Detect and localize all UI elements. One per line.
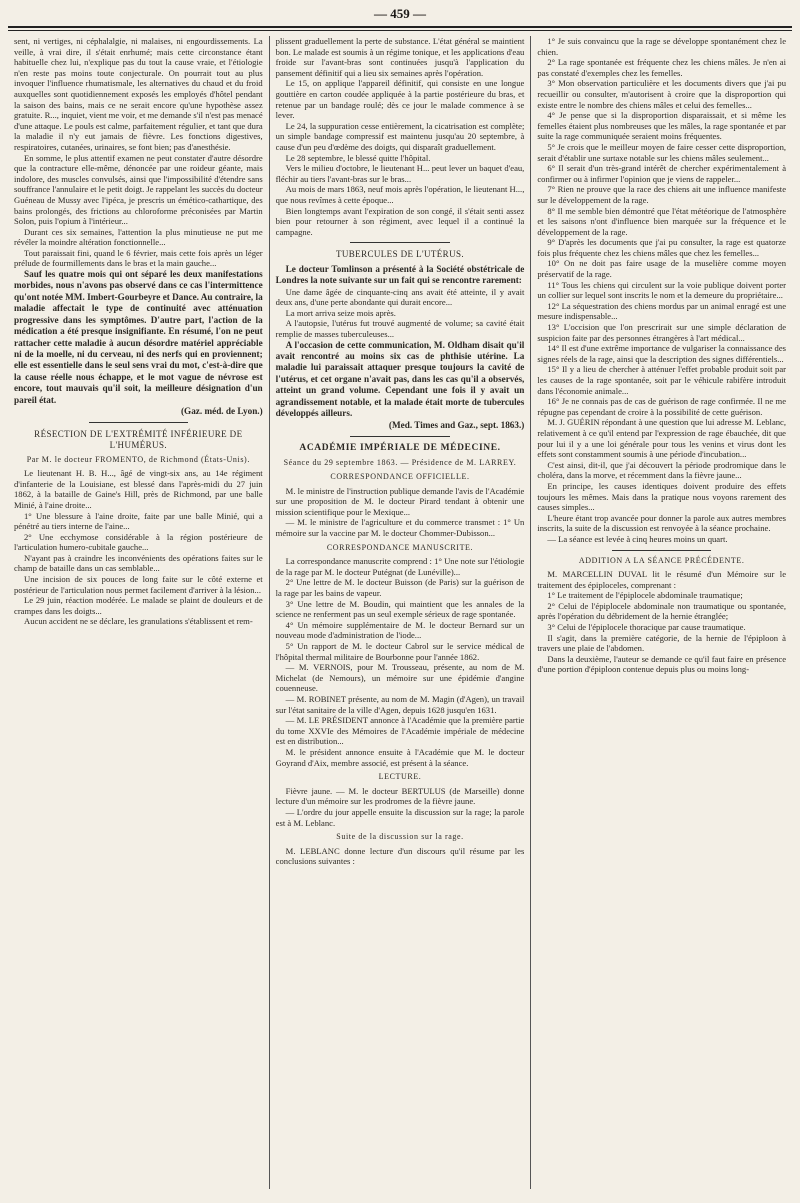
paragraph: La correspondance manuscrite comprend : 1° Une note sur l'étiologie de la rage par M. le docteur Putégnat (de Lunéville)... <box>275 556 525 577</box>
column-1 <box>8 36 269 1189</box>
section-title-tubercules: TUBERCULES DE L'UTÉRUS. <box>335 249 465 260</box>
section-divider <box>350 436 449 437</box>
paragraph: 2° Celui de l'épiplocele abdominale non traumatique ou spontanée, après l'opération du débridement de la hernie étranglée; <box>537 600 787 622</box>
source-citation: (Gaz. méd. de Lyon.) <box>181 405 263 416</box>
column-3 <box>530 36 792 1189</box>
paragraph: 10° On ne doit pas faire usage de la muselière comme moyen préservatif de la rage. <box>537 258 787 280</box>
paragraph: 5° Un rapport de M. le docteur Cabrol sur le service médical de l'hôpital thermal militaire de Bourbonne pour l'année 1862. <box>275 641 525 662</box>
paragraph: En principe, les causes identiques doivent produire des effets toujours les mêmes. Mais dans la pratique nous voyons rarement des causes simples... <box>537 480 787 513</box>
paragraph: Le 29 juin, réaction modérée. Le malade se plaint de douleurs et de crampes dans les doigts... <box>14 595 263 616</box>
paragraph: 16° Je ne connais pas de cas de guérison de rage confirmée. Il ne me répugne pas cependant de croire à la possibilité de cette guérison. <box>537 396 787 417</box>
paragraph: 5° Je crois que le meilleur moyen de faire cesser cette disproportion, serait d'établir une surtaxe notable sur les chiens mâles seulement... <box>537 141 787 163</box>
paragraph: sent, ni vertiges, ni céphalalgie, ni malaises, ni engourdissements. La veille, à vrai dire, il s'était enrhumé; mais cette circonstance étant habituelle chez lui, n'explique pas du tout la cause vraie, et l'étiologie n'en reste pas moins toute conjecturale. On pourrait tout au plus invoquer l'influence rhumatismale, les alternatives du chaud et du froid auxquelles sont quotidiennement exposés les employés d'hôtel pendant la saison des bains, mais ce ne serait encore qu'une hypothèse assez gratuite. R..., inquiet, vient me voir, et me demande s'il n'est pas menacé d'une attaque. Le pouls est calme, parfaitement régulier, et tant que dura la maladie il n'y eut jamais de fièvre. Les fonctions digestives, respiratoires, cutanées, urinaires, se font bien; pas d'anesthésie. <box>14 36 263 152</box>
columns <box>8 36 792 1189</box>
paragraph: 4° Je pense que si la disproportion disparaissait, et si même les femelles étaient plus nombreuses que les mâles, la rage spontanée et par suite la rage communiquée seraient moins fréquentes. <box>537 110 787 142</box>
paragraph: Le 28 septembre, le blessé quitte l'hôpital. <box>285 152 431 163</box>
column-2 <box>269 36 531 1189</box>
paragraph: 7° Rien ne prouve que la race des chiens ait une influence manifeste sur le développement de la rage. <box>537 184 787 205</box>
subhead-correspondance-manuscrite: CORRESPONDANCE MANUSCRITE. <box>326 542 474 552</box>
header-rule-thick <box>8 26 792 28</box>
lead-paragraph-2: A l'occasion de cette communication, M. Oldham disait qu'il avait rencontré au moins six cas de phthisie utérine. La maladie lui paraissait attaquer presque toujours la cavité de l'utérus, et cet organe n'avait pas, dans les cas qu'il a observés, atteint un grand volume. Cependant une fois il y avait un agrandissement notable, et la malade était morte de tubercules développés ailleurs. <box>275 339 525 419</box>
header-rule-thin <box>8 30 792 31</box>
paragraph: 15° Il y a lieu de chercher à atténuer l'effet probable produit soit par les causes de la rage spontanée, soit par le véhicule rabifère introduit dans l'économie animale... <box>537 364 787 396</box>
paragraph: 11° Tous les chiens qui circulent sur la voie publique doivent porter un collier sur lequel sont inscrits le nom et la demeure du propriétaire... <box>537 279 787 301</box>
paragraph: Le lieutenant H. B. H..., âgé de vingt-six ans, au 14e régiment d'infanterie de la Louisiane, est blessé dans l'après-midi du 27 juin 1862, à la bataille de Gaine's Hill, près de Richmond, par une balle Minié, à l'aine droite... <box>14 468 263 510</box>
paragraph: 4° Un mémoire supplémentaire de M. le docteur Bernard sur un nouveau mode d'administration de l'iode... <box>275 619 525 641</box>
paragraph: Le 24, la suppuration cesse entièrement, la cicatrisation est complète; un simple bandage compressif est maintenu jusqu'au 20 septembre, à cause d'un peu d'œdème des doigts, qui disparaît graduellement. <box>275 120 525 152</box>
paragraph: Bien longtemps avant l'expiration de son congé, il s'était senti assez bien pour retourner à son régiment, avec lequel il a continué la campagne. <box>275 205 525 237</box>
paragraph: 2° Une ecchymose considérable à la région postérieure de l'articulation humero-cubitale gauche... <box>14 531 263 553</box>
paragraph: 12° La séquestration des chiens mordus par un animal enragé est une mesure indispensable... <box>537 300 787 322</box>
paragraph: M. le président annonce ensuite à l'Académie que M. le docteur Goyrand d'Aix, membre associé, est présent à la séance. <box>275 746 525 768</box>
paragraph: M. J. GUÉRIN répondant à une question que lui adresse M. Leblanc, relativement à ce qu'il entend par l'expression de rage ébauchée, dit que pour lui il y a une loi générale pour tous les venins et virus dont les effets sont constamment soumis à une période d'incubation... <box>537 417 787 460</box>
subhead-lecture: LECTURE. <box>378 772 422 782</box>
paragraph: M. LEBLANC donne lecture d'un discours qu'il résume par les conclusions suivantes : <box>275 845 525 867</box>
paragraph: 2° La rage spontanée est fréquente chez les chiens mâles. Je n'en ai pas constaté d'exemples chez les femelles. <box>537 57 787 78</box>
paragraph: 1° Le traitement de l'épiplocele abdominale traumatique; <box>547 590 743 601</box>
newspaper-page <box>8 6 792 1189</box>
paragraph: Une dame âgée de cinquante-cinq ans avait été atteinte, il y avait deux ans, d'une perte abondante qui durait encore... <box>275 286 525 308</box>
paragraph: — M. le ministre de l'agriculture et du commerce transmet : 1° Un mémoire sur la vaccine par M. le docteur Chommer-Dubisson... <box>275 517 525 539</box>
source-citation: (Med. Times and Gaz., sept. 1863.) <box>388 419 525 430</box>
paragraph: 13° L'occision que l'on prescrirait sur une simple déclaration de suspicion faite par des personnes étrangères à l'art médical... <box>537 322 787 343</box>
paragraph: L'heure étant trop avancée pour donner la parole aux autres membres inscrits, la suite de la discussion est renvoyée à la séance prochaine. <box>537 512 787 534</box>
paragraph: Dans la deuxième, l'auteur se demande ce qu'il faut faire en présence d'une portion d'épiploon contenue depuis plus ou moins long- <box>537 653 787 675</box>
section-divider <box>350 242 449 243</box>
paragraph: — M. ROBINET présente, au nom de M. Magin (d'Agen), un travail sur l'état sanitaire de la ville d'Agen, depuis 1628 jusqu'en 1631. <box>275 693 525 715</box>
paragraph: Une incision de six pouces de long faite sur le côté externe et postérieur de l'articulation nous permet facilement d'arriver à la lésion... <box>14 574 263 595</box>
session-line: Séance du 29 septembre 1863. — Présidence de M. LARREY. <box>283 457 517 467</box>
paragraph: 8° Il me semble bien démontré que l'état météorique de l'atmosphère et les saisons n'ont d'influence bien marquée sur la fréquence et le développement de la rage. <box>537 205 787 237</box>
paragraph: Fièvre jaune. — M. le docteur BERTULUS (de Marseille) donne lecture d'un mémoire sur les prodromes de la fièvre jaune. <box>275 785 525 807</box>
paragraph: 14° Il est d'une extrême importance de vulgariser la connaissance des signes réels de la rage, ainsi que la description des signes différentiels... <box>537 343 787 364</box>
paragraph: Au mois de mars 1863, neuf mois après l'opération, le lieutenant H..., que nous revîmes à cette époque... <box>275 184 525 205</box>
subhead-addition: ADDITION A LA SÉANCE PRÉCÉDENTE. <box>578 555 745 565</box>
subhead-correspondance-officielle: CORRESPONDANCE OFFICIELLE. <box>330 472 470 482</box>
paragraph: La mort arriva seize mois après. <box>285 307 396 318</box>
section-divider <box>612 550 711 551</box>
paragraph: 9° D'après les documents que j'ai pu consulter, la rage est quatorze fois plus fréquente chez les chiens mâles que chez les femelles... <box>537 237 787 258</box>
paragraph: 2° Une lettre de M. le docteur Buisson (de Paris) sur la guérison de la rage par les bains de vapeur. <box>275 577 525 599</box>
paragraph: Durant ces six semaines, l'attention la plus minutieuse ne put me révéler la moindre altération fonctionnelle... <box>14 226 263 248</box>
paragraph: M. le ministre de l'instruction publique demande l'avis de l'Académie sur une proposition de M. le docteur Pirard tendant à obtenir une mission scientifique pour le Mexique... <box>275 485 525 517</box>
paragraph: 6° Il serait d'un très-grand intérêt de chercher expérimentalement à confirmer ou à infirmer l'opinion que je viens de rappeler... <box>537 163 787 184</box>
paragraph: — La séance est levée à cinq heures moins un quart. <box>547 533 728 544</box>
byline: Par M. le docteur FROMENTO, de Richmond (États-Unis). <box>26 454 250 464</box>
section-divider <box>89 422 188 423</box>
paragraph: 3° Celui de l'épiplocele thoracique par cause traumatique. <box>547 622 746 633</box>
paragraph: En somme, le plus attentif examen ne peut constater d'autre désordre que la contracture elle-même, dénoncée par une roideur géante, mais indolore, des muscles convulsés, ainsi que l'impossibilité d'étendre sans souffrance l'annulaire et le petit doigt. Je rappelant les succès du docteur Guéneau de Mussy avec l'ipéca, je prescris un émético-cathartique, des bains prolongés, des frictions au chloroforme préconisées par Martin Solon, puis l'opium à l'intérieur... <box>14 152 263 227</box>
paragraph: 3° Une lettre de M. Boudin, qui maintient que les annales de la science ne renferment pas un seul exemple sérieux de rage spontanée. <box>275 598 525 620</box>
subhead-rage: Suite de la discussion sur la rage. <box>336 832 464 842</box>
section-title-resection: RÉSECTION DE L'EXTRÉMITÉ INFÉRIEURE DE L'HUMÉRUS. <box>34 429 243 450</box>
paragraph: Aucun accident ne se déclare, les granulations s'établissent et rem- <box>24 616 253 627</box>
paragraph: Le 15, on applique l'appareil définitif, qui consiste en une longue gouttière en carton coudée appliquée à la partie postérieure du bras, et retenue par un bandage roulé; dès ce jour le malade commence à se lever. <box>275 78 525 121</box>
paragraph: Il s'agit, dans la première catégorie, de la hernie de l'épiploon à travers une plaie de l'abdomen. <box>537 632 787 654</box>
paragraph: 1° Une blessure à l'aine droite, faite par une balle Minié, qui a pénétré au tiers interne de l'aine... <box>14 510 263 532</box>
lead-paragraph: Le docteur Tomlinson a présenté à la Société obstétricale de Londres la note suivante sur un fait qui se rencontre rarement: <box>275 263 525 286</box>
paragraph: plissent graduellement la perte de substance. L'état général se maintient bon. Le malade est soumis à un régime tonique, et les applications d'eau froide sur l'avant-bras sont continuées jusqu'à l'application du pansement définitif qui a lieu six semaines après l'opération. <box>275 36 525 78</box>
paragraph: Vers le milieu d'octobre, le lieutenant H... peut lever un baquet d'eau, fléchir au tiers l'avant-bras sur le bras... <box>275 163 525 184</box>
page-number: — 459 — <box>374 6 426 21</box>
paragraph: — L'ordre du jour appelle ensuite la discussion sur la rage; la parole est à M. Leblanc. <box>275 806 525 828</box>
paragraph: 1° Je suis convaincu que la rage se développe spontanément chez le chien. <box>537 36 787 57</box>
paragraph: — M. LE PRÉSIDENT annonce à l'Académie que la première partie du tome XXVIe des Mémoires de l'Académie impériale de médecine est en distribution... <box>275 715 525 747</box>
paragraph: C'est ainsi, dit-il, que j'ai découvert la période prodromique dans le choléra, dans la morve, et récemment dans la fièvre jaune... <box>537 459 787 481</box>
paragraph: — M. VERNOIS, pour M. Trousseau, présente, au nom de M. Michelat (de Nemours), un mémoire sur une épidémie d'angine couenneuse. <box>275 662 525 694</box>
conclusion-paragraph: Sauf les quatre mois qui ont séparé les deux manifestations morbides, nous n'avons pas observé dans ce cas l'intermittence qu'ont notée MM. Imbert-Gourbeyre et Dance. Au contraire, la maladie affectait le type de continuité avec atténuation progressive dans les symptômes. D'autre part, l'action de la médication a été presque insignifiante. En résumé, l'on ne peut rattacher cette maladie à aucun désordre matériel appréciable ni de la moelle, ni du cerveau, ni des nerfs qui en proviennent; elle est essentielle dans le seul sens vrai du mot, c'est-à-dire que la cause réelle nous échappe, et le mot vague de névrose est encore, tout mauvais qu'il soit, la meilleure désignation d'un pareil état. <box>14 269 263 405</box>
paragraph: 3° Mon observation particulière et les documents divers que j'ai pu recueillir ou consulter, m'autorisent à croire que la disproportion qui existe entre le nombre des chiens mâles et celui des femelles... <box>537 78 787 110</box>
paragraph: A l'autopsie, l'utérus fut trouvé augmenté de volume; sa cavité était remplie de masses tuberculeuses... <box>275 318 525 340</box>
paragraph: N'ayant pas à craindre les inconvénients des opérations faites sur le champ de bataille dans un cas semblable... <box>14 552 263 574</box>
section-title-academie: ACADÉMIE IMPÉRIALE DE MÉDECINE. <box>299 442 501 453</box>
paragraph: M. MARCELLIN DUVAL lit le résumé d'un Mémoire sur le traitement des épiploceles, comprenant : <box>537 569 787 590</box>
paragraph: Tout paraissait fini, quand le 6 février, mais cette fois après un léger prélude de fourmillements dans le bras et la main gauche... <box>14 247 263 269</box>
